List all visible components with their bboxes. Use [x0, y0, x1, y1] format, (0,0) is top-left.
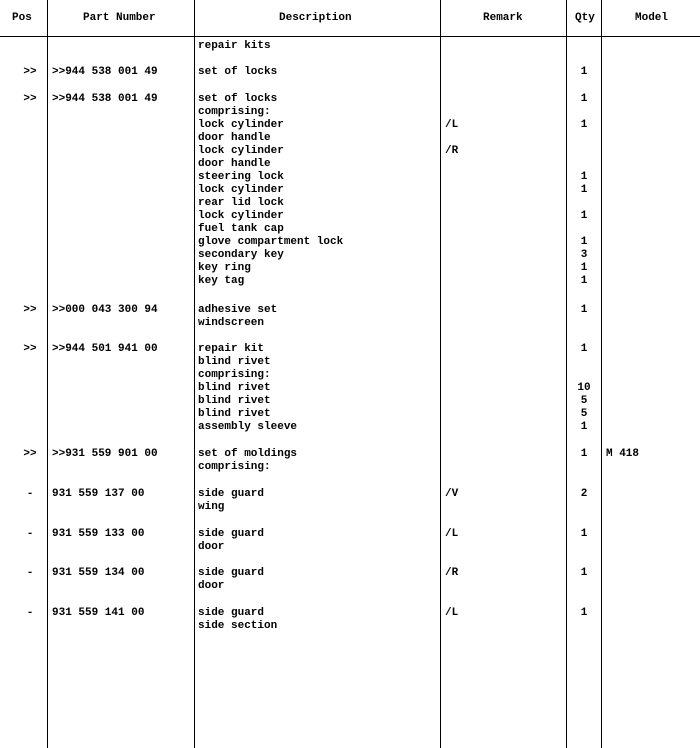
description-cell: assembly sleeve [198, 421, 298, 433]
qty-cell: 2 [580, 488, 588, 500]
description-cell: wing [198, 501, 225, 513]
column-divider [47, 0, 48, 748]
description-cell: steering lock [198, 171, 284, 183]
part-number-cell: 931 559 133 00 [52, 528, 145, 540]
description-cell: set of locks [198, 66, 278, 78]
header-description: Description [279, 12, 352, 24]
header-model: Model [635, 12, 669, 24]
qty-cell: 1 [580, 528, 588, 540]
remark-cell: /L [445, 119, 459, 131]
description-cell: door handle [198, 132, 271, 144]
pos-cell: - [26, 567, 34, 579]
qty-cell: 1 [580, 119, 588, 131]
description-cell: door handle [198, 158, 271, 170]
qty-cell: 1 [580, 448, 588, 460]
pos-cell: - [26, 488, 34, 500]
column-divider [194, 0, 195, 748]
description-cell: windscreen [198, 317, 265, 329]
qty-cell: 1 [580, 275, 588, 287]
description-cell: repair kit [198, 343, 265, 355]
description-cell: side guard [198, 607, 265, 619]
qty-cell: 1 [580, 66, 588, 78]
description-cell: comprising: [198, 461, 271, 473]
pos-cell: - [26, 607, 34, 619]
pos-cell: - [26, 528, 34, 540]
description-cell: repair kits [198, 40, 271, 52]
pos-cell: >> [23, 343, 37, 355]
pos-cell: >> [23, 448, 37, 460]
header-pos: Pos [12, 12, 32, 24]
description-cell: comprising: [198, 106, 271, 118]
remark-cell: /L [445, 528, 459, 540]
qty-cell: 1 [580, 210, 588, 222]
pos-cell: >> [23, 93, 37, 105]
qty-cell: 10 [577, 382, 591, 394]
description-cell: door [198, 580, 225, 592]
part-number-cell: 931 559 134 00 [52, 567, 145, 579]
qty-cell: 1 [580, 304, 588, 316]
part-number-cell: >>931 559 901 00 [52, 448, 158, 460]
qty-cell: 1 [580, 567, 588, 579]
part-number-cell: 931 559 141 00 [52, 607, 145, 619]
qty-cell: 1 [580, 607, 588, 619]
qty-cell: 5 [580, 395, 588, 407]
description-cell: side guard [198, 488, 265, 500]
qty-cell: 1 [580, 262, 588, 274]
description-cell: side guard [198, 567, 265, 579]
part-number-cell: >>944 538 001 49 [52, 66, 158, 78]
description-cell: lock cylinder [198, 210, 284, 222]
description-cell: fuel tank cap [198, 223, 284, 235]
qty-cell: 1 [580, 236, 588, 248]
qty-cell: 5 [580, 408, 588, 420]
remark-cell: /L [445, 607, 459, 619]
description-cell: comprising: [198, 369, 271, 381]
part-number-cell: >>944 501 941 00 [52, 343, 158, 355]
description-cell: side section [198, 620, 278, 632]
description-cell: blind rivet [198, 408, 271, 420]
description-cell: side guard [198, 528, 265, 540]
column-divider [440, 0, 441, 748]
part-number-cell: >>944 538 001 49 [52, 93, 158, 105]
description-cell: rear lid lock [198, 197, 284, 209]
description-cell: lock cylinder [198, 184, 284, 196]
qty-cell: 3 [580, 249, 588, 261]
description-cell: blind rivet [198, 356, 271, 368]
description-cell: secondary key [198, 249, 284, 261]
pos-cell: >> [23, 66, 37, 78]
header-part-number: Part Number [83, 12, 156, 24]
description-cell: key tag [198, 275, 245, 287]
description-cell: set of moldings [198, 448, 298, 460]
part-number-cell: 931 559 137 00 [52, 488, 145, 500]
description-cell: key ring [198, 262, 251, 274]
header-qty: Qty [575, 12, 595, 24]
remark-cell: /V [445, 488, 459, 500]
description-cell: blind rivet [198, 382, 271, 394]
description-cell: adhesive set [198, 304, 278, 316]
description-cell: lock cylinder [198, 119, 284, 131]
qty-cell: 1 [580, 343, 588, 355]
qty-cell: 1 [580, 93, 588, 105]
header-remark: Remark [483, 12, 523, 24]
description-cell: glove compartment lock [198, 236, 344, 248]
remark-cell: /R [445, 567, 459, 579]
column-divider [601, 0, 602, 748]
description-cell: door [198, 541, 225, 553]
description-cell: blind rivet [198, 395, 271, 407]
qty-cell: 1 [580, 171, 588, 183]
description-cell: lock cylinder [198, 145, 284, 157]
qty-cell: 1 [580, 421, 588, 433]
model-cell: M 418 [606, 448, 640, 460]
remark-cell: /R [445, 145, 459, 157]
qty-cell: 1 [580, 184, 588, 196]
description-cell: set of locks [198, 93, 278, 105]
part-number-cell: >>000 043 300 94 [52, 304, 158, 316]
column-divider [566, 0, 567, 748]
pos-cell: >> [23, 304, 37, 316]
header-divider [0, 36, 700, 37]
